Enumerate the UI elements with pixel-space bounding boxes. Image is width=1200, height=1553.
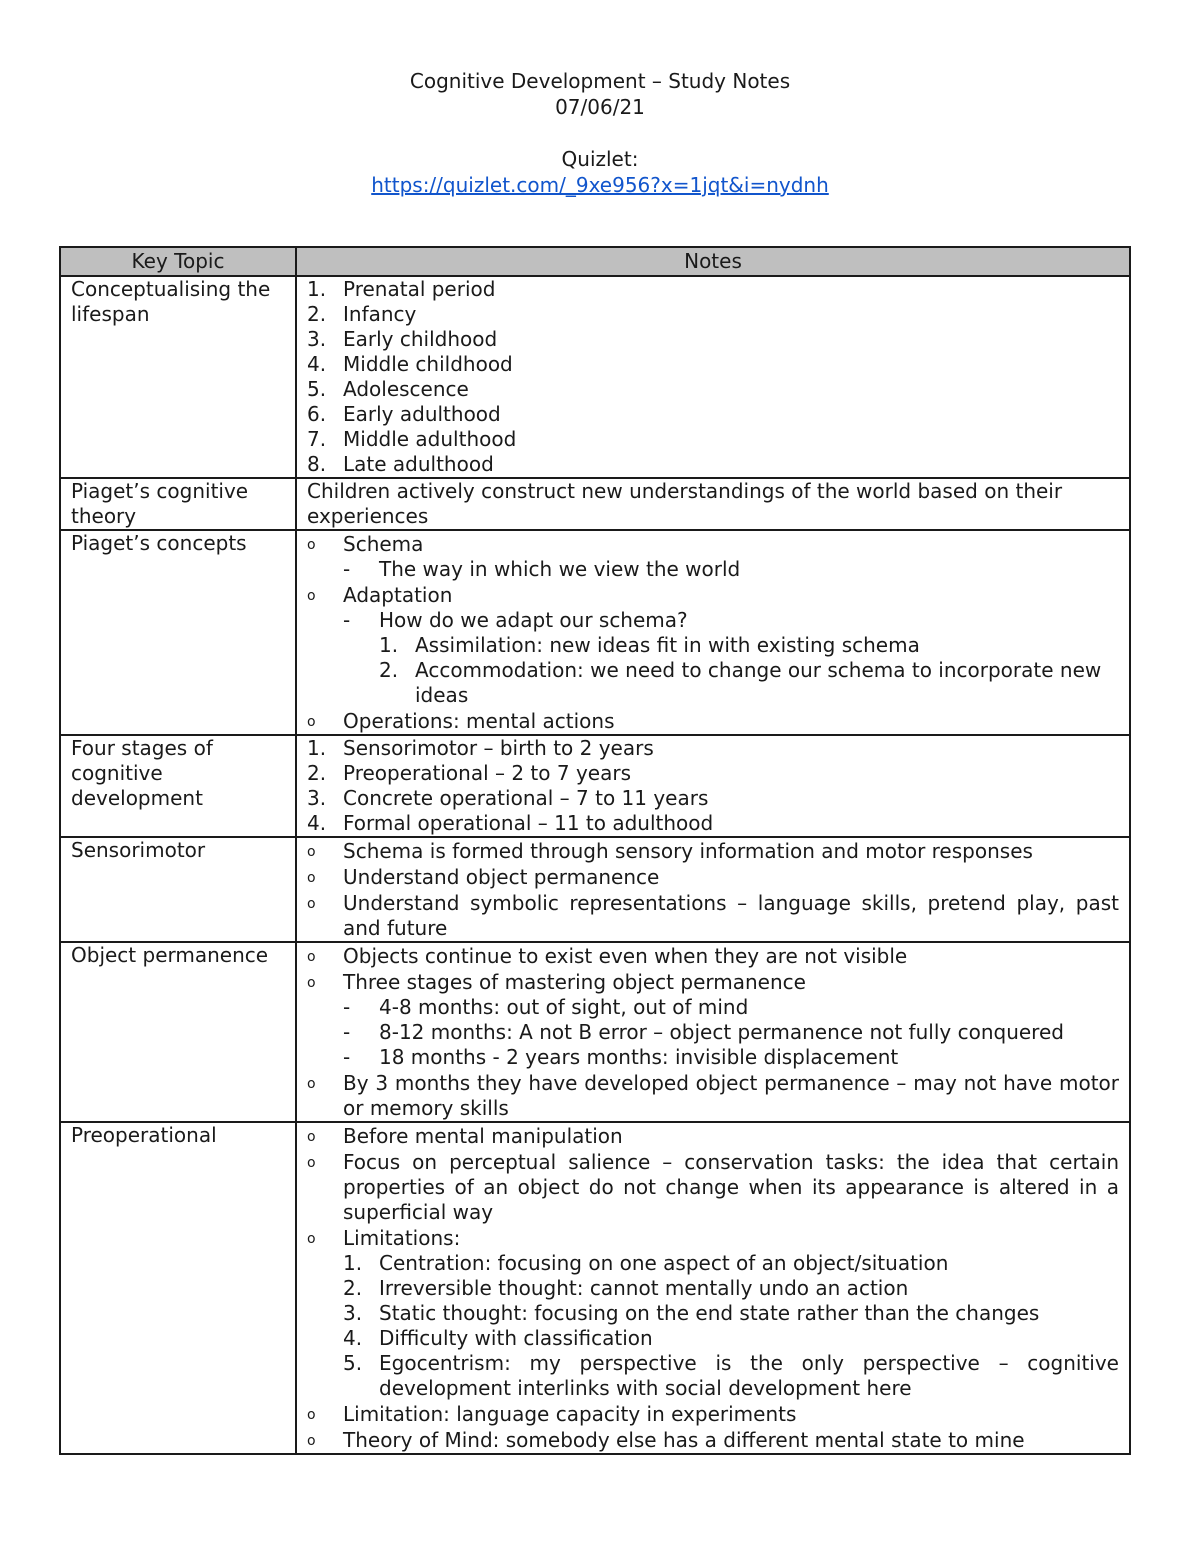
list-item: - 4-8 months: out of sight, out of mind: [343, 995, 749, 1019]
list-item: 5. Adolescence: [307, 377, 469, 401]
column-header-key-topic: Key Topic: [60, 247, 296, 276]
list-item: o By 3 months they have developed object permanence – may not have motor or memory skills: [307, 1071, 1119, 1120]
list-item: 3. Early childhood: [307, 327, 498, 351]
list-item: 2. Infancy: [307, 302, 417, 326]
notes-cell: [296, 276, 1130, 478]
list-item: 1. Sensorimotor – birth to 2 years: [307, 736, 654, 760]
list-item: 4. Formal operational – 11 to adulthood: [307, 811, 714, 835]
list-item: o Schema is formed through sensory information and motor responses: [307, 839, 1033, 863]
table-row: [60, 837, 1130, 942]
notes-cell: Children actively construct new understandings of the world based on their experiences: [296, 478, 1130, 530]
quizlet-link[interactable]: https://quizlet.com/_9xe956?x=1jqt&i=nydnh: [371, 173, 829, 197]
table-header-row: [60, 247, 1130, 276]
list-item: 1. Assimilation: new ideas fit in with existing schema: [379, 633, 920, 657]
key-topic-cell: Piaget’s cognitive theory: [60, 478, 296, 530]
key-topic-cell: Preoperational: [60, 1122, 296, 1454]
document-title: Cognitive Development – Study Notes: [409, 69, 791, 93]
table-row: [60, 478, 1130, 530]
list-item: 2. Irreversible thought: cannot mentally undo an action: [343, 1276, 909, 1300]
list-item: o Adaptation: [307, 583, 453, 607]
key-topic-cell: Piaget’s concepts: [60, 530, 296, 735]
list-item: 3. Concrete operational – 7 to 11 years: [307, 786, 709, 810]
list-item: - How do we adapt our schema?: [343, 608, 688, 632]
list-item: o Operations: mental actions: [307, 709, 615, 733]
list-item: o Three stages of mastering object permanence: [307, 970, 806, 994]
list-item: o Understand symbolic representations – language skills, pretend play, past and future: [307, 891, 1119, 940]
notes-cell: [296, 837, 1130, 942]
list-item: 6. Early adulthood: [307, 402, 501, 426]
notes-table: [59, 246, 1131, 1455]
table-row: [60, 735, 1130, 837]
list-item: 5. Egocentrism: my perspective is the only perspective – cognitive development interlinks with social development here: [343, 1351, 1119, 1400]
notes-cell: [296, 942, 1130, 1122]
list-item: o Schema: [307, 532, 424, 556]
document-date: 07/06/21: [555, 95, 645, 119]
document-header: [0, 68, 1200, 198]
table-row: [60, 530, 1130, 735]
list-item: 3. Static thought: focusing on the end state rather than the changes: [343, 1301, 1040, 1325]
key-topic-cell: Conceptualising the lifespan: [60, 276, 296, 478]
key-topic-cell: Object permanence: [60, 942, 296, 1122]
list-item: - The way in which we view the world: [343, 557, 741, 581]
notes-cell: [296, 530, 1130, 735]
list-item: - 8-12 months: A not B error – object permanence not fully conquered: [343, 1020, 1064, 1044]
table-row: [60, 942, 1130, 1122]
list-item: 2. Preoperational – 2 to 7 years: [307, 761, 631, 785]
key-topic-cell: Four stages of cognitive development: [60, 735, 296, 837]
list-item: o Objects continue to exist even when they are not visible: [307, 944, 908, 968]
list-item: o Understand object permanence: [307, 865, 660, 889]
list-item: 1. Centration: focusing on one aspect of an object/situation: [343, 1251, 949, 1275]
list-item: 1. Prenatal period: [307, 277, 496, 301]
key-topic-cell: Sensorimotor: [60, 837, 296, 942]
list-item: - 18 months - 2 years months: invisible displacement: [343, 1045, 899, 1069]
table-row: [60, 276, 1130, 478]
column-header-notes: Notes: [296, 247, 1130, 276]
list-item: 4. Middle childhood: [307, 352, 513, 376]
notes-cell: [296, 735, 1130, 837]
list-item: 2. Accommodation: we need to change our schema to incorporate new ideas: [379, 658, 1102, 707]
quizlet-label: Quizlet:: [561, 147, 639, 171]
list-item: o Before mental manipulation: [307, 1124, 623, 1148]
list-item: o Limitations:: [307, 1226, 461, 1250]
list-item: o Theory of Mind: somebody else has a different mental state to mine: [307, 1428, 1025, 1452]
notes-cell: [296, 1122, 1130, 1454]
list-item: 8. Late adulthood: [307, 452, 494, 476]
list-item: o Focus on perceptual salience – conservation tasks: the idea that certain properties of an object do not change when its appearance is altered in a superficial way: [307, 1150, 1119, 1224]
list-item: 4. Difficulty with classification: [343, 1326, 653, 1350]
table-row: [60, 1122, 1130, 1454]
list-item: o Limitation: language capacity in experiments: [307, 1402, 797, 1426]
list-item: 7. Middle adulthood: [307, 427, 517, 451]
